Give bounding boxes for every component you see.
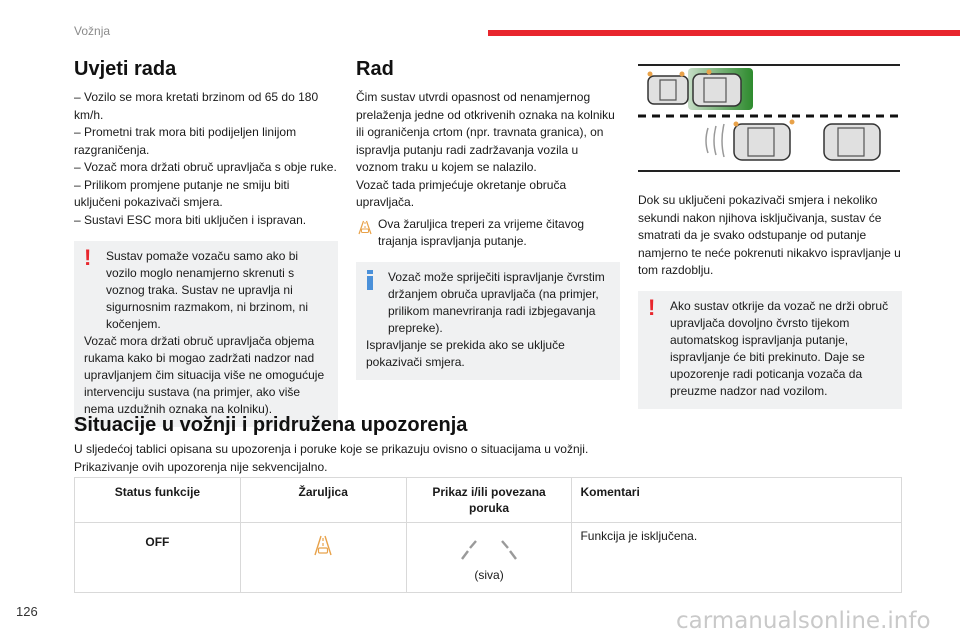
- lamp-note-text: Ova žaruljica treperi za vrijeme čitavog trajanja ispravljanja putanje.: [378, 216, 585, 248]
- column-operation: [356, 58, 620, 380]
- warning-box: [74, 241, 338, 427]
- list-item: – Prilikom promjene putanje ne smiju biti uključeni pokazivači smjera.: [74, 177, 290, 209]
- exclamation-icon: !: [84, 245, 92, 270]
- lamp-note: [356, 216, 620, 250]
- situations-table: [74, 477, 902, 593]
- paragraph: Vozač tada primjećuje okretanje obruča upravljača.: [356, 177, 567, 209]
- lamp-cell: [240, 523, 406, 593]
- paragraph: Čim sustav utvrdi opasnost od nenamjernog prelaženja jedne od otkrivenih oznaka na kolniku ili ograničenja crtom (npr. travnata granica), on ispravlja putanju radi zadržavanja vozila u voznom traku u kojem se nalazilo.: [356, 90, 615, 174]
- lane-lines-grey-icon: [454, 535, 524, 564]
- status-value: OFF: [145, 535, 170, 549]
- situations-title: Situacije u vožnji i pridružena upozorenja: [74, 414, 468, 436]
- status-cell: [75, 523, 241, 593]
- list-item: – Vozač mora držati obruč upravljača s obje ruke.: [74, 160, 337, 174]
- column-header: Status funkcije: [75, 478, 241, 523]
- info-icon: [366, 270, 374, 290]
- column-header: Prikaz i/ili povezana poruka: [406, 478, 572, 523]
- column-header: Komentari: [572, 478, 902, 523]
- column-indicators: [638, 58, 902, 409]
- paragraph: U sljedećoj tablici opisana su upozorenja i poruke koje se prikazuju ovisno o situacijama u vožnji.: [74, 442, 589, 456]
- indicators-text: Dok su uključeni pokazivači smjera i nekoliko sekundi nakon njihova isključivanja, sustav će smatrati da je svako odstupanje od putanje namjerno te neće pokrenuti nikakvo ispravljanje u tom razdoblju.: [638, 193, 901, 277]
- info-box: [356, 262, 620, 380]
- list-item: – Sustavi ESC mora biti uključen i ispravan.: [74, 212, 307, 227]
- list-item: – Prometni trak mora biti podijeljen linijom razgraničenja.: [74, 125, 297, 157]
- conditions-list: [74, 89, 338, 229]
- display-caption: (siva): [474, 568, 504, 582]
- column-header: Žaruljica: [240, 478, 406, 523]
- page-number: 126: [16, 604, 38, 619]
- warning-text: Ako sustav otkrije da vozač ne drži obruč upravljača dovoljno čvrsto tijekom automatskog ispravljanja putanje, ispravljanje će biti prekinuto. Daje se upozorenje radi poticanja vozača da preuzme nadzor nad vozilom.: [670, 298, 889, 398]
- table-header-row: [75, 478, 902, 523]
- exclamation-icon: !: [648, 294, 656, 320]
- column-conditions: [74, 58, 338, 427]
- section-header: Vožnja: [74, 24, 111, 38]
- header-accent-bar: [488, 30, 960, 36]
- warning-text: Sustav pomaže vozaču samo ako bi vozilo moglo nenamjerno skrenuti s voznog traka. Sustav ne upravlja ni sigurnosnim razmakom, ni brzinom, ni kočenjem.: [106, 249, 309, 331]
- lane-correction-illustration: [638, 58, 900, 176]
- paragraph: Prikazivanje ovih upozorenja nije sekvencijalno.: [74, 459, 328, 474]
- operation-title: Rad: [356, 58, 394, 80]
- lane-keep-lamp-icon: [310, 533, 336, 560]
- warning-text: Vozač mora držati obruč upravljača objema rukama kako bi mogao zadržati nadzor nad upravljanjem čim situacija više ne omogućuje intervenciju sustava (na primjer, ako više nema uzdužnih oznaka na kolniku).: [84, 334, 325, 416]
- display-cell: [406, 523, 572, 593]
- operation-text: [356, 89, 620, 212]
- lane-keep-lamp-icon: [356, 218, 374, 241]
- situations-intro: [74, 441, 894, 476]
- comment-cell: Funkcija je isključena.: [572, 523, 902, 593]
- info-text: Ispravljanje se prekida ako se uključe pokazivači smjera.: [366, 337, 565, 369]
- table-row: [75, 523, 902, 593]
- info-text: Vozač može spriječiti ispravljanje čvrstim držanjem obruča upravljača (na primjer, prilikom manevriranja radi izbjegavanja prepreke).: [388, 269, 605, 335]
- warning-box: [638, 291, 902, 409]
- watermark: carmanualsonline.info: [676, 608, 931, 634]
- conditions-title: Uvjeti rada: [74, 58, 177, 80]
- list-item: – Vozilo se mora kretati brzinom od 65 do 180 km/h.: [74, 90, 319, 122]
